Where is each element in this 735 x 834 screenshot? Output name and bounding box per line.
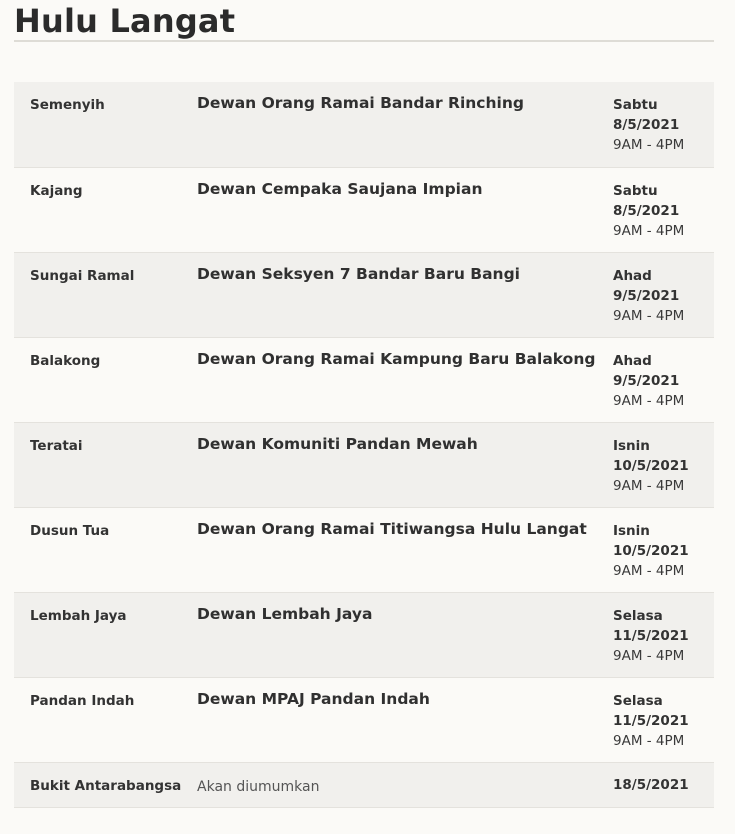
- venue-name: Dewan Cempaka Saujana Impian: [197, 179, 483, 198]
- venue-name: Dewan Orang Ramai Titiwangsa Hulu Langat: [197, 519, 587, 538]
- venue-cell: [182, 422, 599, 507]
- area-cell: [14, 337, 182, 422]
- time-label: 9AM - 4PM: [613, 392, 685, 409]
- area-cell: [14, 82, 182, 167]
- area-cell: [14, 422, 182, 507]
- table-row: [14, 762, 714, 807]
- table-row: [14, 337, 714, 422]
- area-name: Pandan Indah: [30, 692, 135, 709]
- venue-cell: [182, 167, 599, 252]
- area-cell: [14, 252, 182, 337]
- time-label: 9AM - 4PM: [613, 732, 685, 749]
- area-name: Balakong: [30, 352, 101, 369]
- venue-name: Dewan Komuniti Pandan Mewah: [197, 434, 478, 453]
- table-row: [14, 592, 714, 677]
- venue-cell: [182, 592, 599, 677]
- area-name: Semenyih: [30, 97, 105, 113]
- table-row: [14, 422, 714, 507]
- date-label: 10/5/2021: [613, 457, 689, 474]
- date-label: 11/5/2021: [613, 712, 689, 729]
- title-divider: [14, 40, 714, 42]
- time-label: 9AM - 4PM: [613, 137, 685, 153]
- time-label: 9AM - 4PM: [613, 562, 685, 579]
- date-label: 9/5/2021: [613, 372, 680, 389]
- date-cell: [599, 507, 714, 592]
- venue-name: Dewan Lembah Jaya: [197, 604, 373, 623]
- venue-name: Dewan Seksyen 7 Bandar Baru Bangi: [197, 264, 520, 283]
- venue-name: Dewan MPAJ Pandan Indah: [197, 689, 430, 708]
- venue-cell: [182, 762, 599, 807]
- time-label: 9AM - 4PM: [613, 647, 685, 664]
- venue-cell: [182, 252, 599, 337]
- table-row: [14, 82, 714, 167]
- date-label: 10/5/2021: [613, 542, 689, 559]
- area-name: Bukit Antarabangsa: [30, 777, 182, 794]
- area-cell: [14, 507, 182, 592]
- venue-name: Dewan Orang Ramai Bandar Rinching: [197, 94, 524, 112]
- day-label: Ahad: [613, 267, 652, 284]
- date-cell: [599, 337, 714, 422]
- date-cell: [599, 82, 714, 167]
- area-cell: [14, 592, 182, 677]
- venue-cell: [182, 337, 599, 422]
- day-label: Selasa: [613, 607, 663, 624]
- date-cell: [599, 167, 714, 252]
- table-row: [14, 167, 714, 252]
- date-cell: [599, 592, 714, 677]
- area-name: Teratai: [30, 437, 83, 454]
- page-title: Hulu Langat: [14, 2, 236, 40]
- area-name: Dusun Tua: [30, 522, 110, 539]
- date-cell: [599, 677, 714, 762]
- date-label: 9/5/2021: [613, 287, 680, 304]
- date-label: 8/5/2021: [613, 202, 680, 219]
- area-cell: [14, 677, 182, 762]
- time-label: 9AM - 4PM: [613, 222, 685, 239]
- table-row: [14, 507, 714, 592]
- day-label: Sabtu: [613, 97, 658, 113]
- day-label: Sabtu: [613, 182, 658, 199]
- area-name: Lembah Jaya: [30, 607, 127, 624]
- venue-cell: [182, 677, 599, 762]
- day-label: Isnin: [613, 522, 650, 539]
- venue-cell: [182, 507, 599, 592]
- venue-cell: [182, 82, 599, 167]
- time-label: 9AM - 4PM: [613, 307, 685, 324]
- date-cell: [599, 252, 714, 337]
- schedule-table: [14, 82, 714, 808]
- date-cell: [599, 762, 714, 807]
- venue-name: Dewan Orang Ramai Kampung Baru Balakong: [197, 349, 596, 368]
- table-row: [14, 677, 714, 762]
- day-label: Selasa: [613, 692, 663, 709]
- area-name: Sungai Ramal: [30, 267, 135, 284]
- time-label: 9AM - 4PM: [613, 477, 685, 494]
- day-label: Isnin: [613, 437, 650, 454]
- table-row: [14, 252, 714, 337]
- date-label: 18/5/2021: [613, 776, 689, 793]
- area-cell: [14, 762, 182, 807]
- date-cell: [599, 422, 714, 507]
- venue-name: Akan diumumkan: [197, 778, 320, 795]
- date-label: 11/5/2021: [613, 627, 689, 644]
- area-cell: [14, 167, 182, 252]
- date-label: 8/5/2021: [613, 117, 680, 133]
- day-label: Ahad: [613, 352, 652, 369]
- area-name: Kajang: [30, 182, 83, 199]
